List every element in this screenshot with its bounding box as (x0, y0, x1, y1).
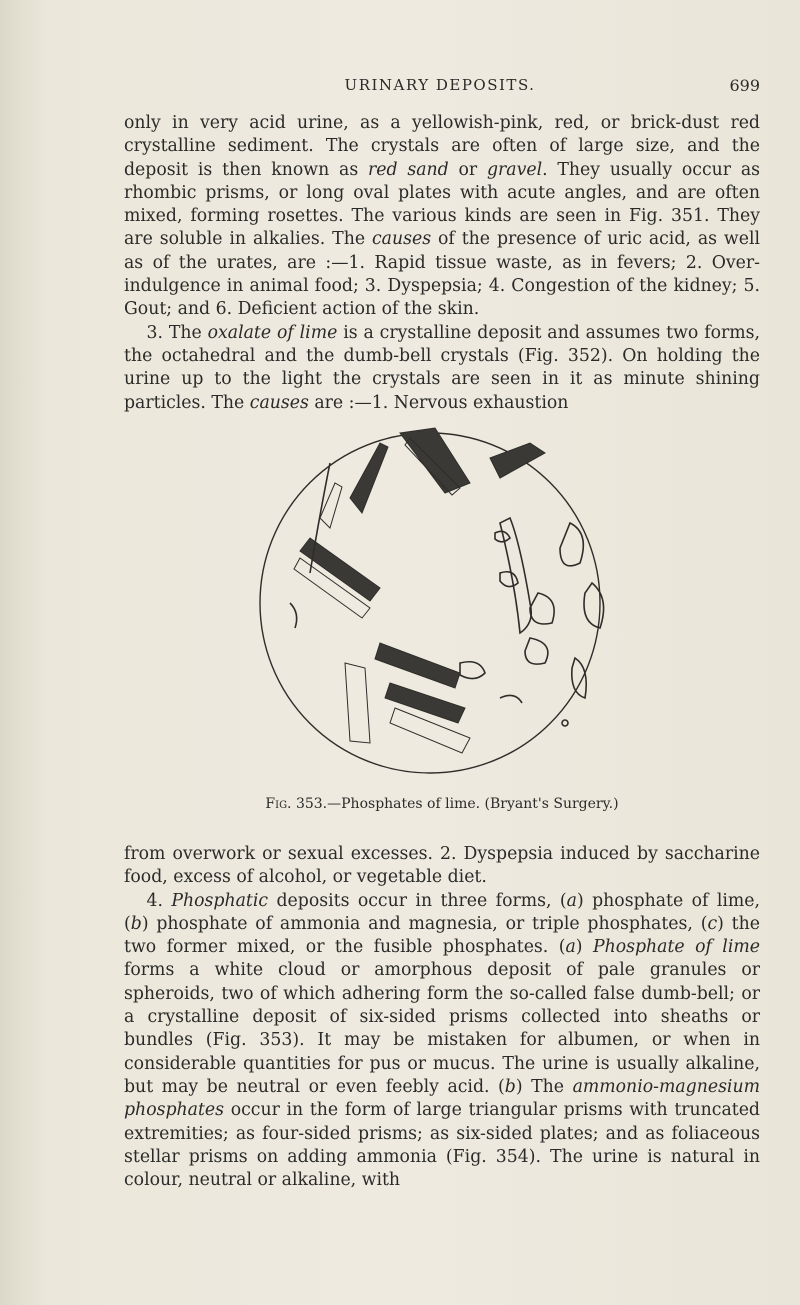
paragraph-causes-continued: from overwork or sexual excesses. 2. Dyspepsia induced by saccharine food, excess of alcohol, or vegetable diet. (124, 844, 760, 888)
phosphate-crystals-drawing (230, 423, 660, 793)
paragraph-oxalate: 3. The oxalate of lime is a crystalline deposit and assumes two forms, the octahedral and the dumb-bell crystals (Fig. 352). On holding the urine up to the light the crystals are seen in it as minute shining particles. The causes are :—1. Nervous exhaustion (124, 322, 760, 413)
paragraph-uric-acid: only in very acid urine, as a yellowish-pink, red, or brick-dust red crystalline sediment. The crystals are often of large size, and the deposit is then known as red sand or gravel. They usually occur as rhombic prisms, or long oval plates with acute angles, and are often mixed, forming rosettes. The various kinds are seen in Fig. 351. They are soluble in alkalies. The causes of the presence of uric acid, as well as of the urates, are :—1. Rapid tissue waste, as in fevers; 2. Over-indulgence in animal food; 3. Dyspepsia; 4. Congestion of the kidney; 5. Gout; and 6. Deficient action of the skin. (124, 113, 760, 320)
paragraph-phosphatic: 4. Phosphatic deposits occur in three forms, (a) phosphate of lime, (b) phosphate of ammonia and magnesia, or triple phosphates, (c) the two former mixed, or the fusible phosphates. (a) Phosphate of lime forms a white cloud or amorphous deposit of pale granules or spheroids, two of which adhering form the so-called false dumb-bell; or a crystalline deposit of six-sided prisms collected into sheaths or bundles (Fig. 353). It may be mistaken for albumen, or when in considerable quantities for pus or mucus. The urine is usually alkaline, but may be neutral or even feebly acid. (b) The ammonio-magnesium phosphates occur in the form of large triangular prisms with truncated extremities; as four-sided prisms; as six-sided plates; and as foliaceous stellar prisms on adding ammonia (Fig. 354). The urine is natural in colour, neutral or alkaline, with (124, 890, 761, 1191)
figure-phosphates-illustration (230, 423, 660, 793)
figure-caption: Fig. 353.—Phosphates of lime. (Bryant's Surgery.) (265, 796, 619, 812)
bottom-text-block (124, 843, 760, 1192)
running-title: URINARY DEPOSITS. (344, 76, 536, 94)
running-head (120, 76, 760, 98)
page-number: 699 (729, 76, 760, 95)
top-text-block (124, 112, 760, 415)
